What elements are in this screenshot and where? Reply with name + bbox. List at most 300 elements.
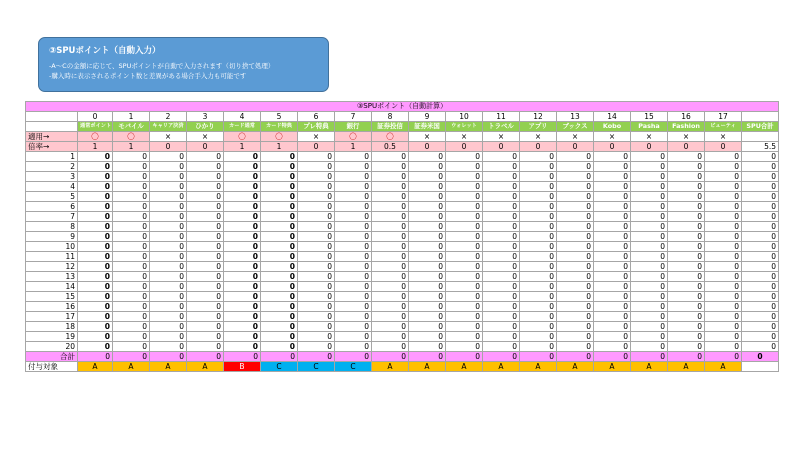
point-cell[interactable]: 0 <box>409 152 446 162</box>
point-cell[interactable]: 0 <box>224 292 261 302</box>
point-cell[interactable]: 0 <box>335 172 372 182</box>
point-cell[interactable]: 0 <box>594 232 631 242</box>
point-cell[interactable]: 0 <box>372 222 409 232</box>
point-cell[interactable]: 0 <box>631 252 668 262</box>
point-cell[interactable]: 0 <box>483 172 520 182</box>
point-cell[interactable]: 0 <box>298 242 335 252</box>
point-cell[interactable]: 0 <box>113 252 150 262</box>
point-cell[interactable]: 0 <box>594 312 631 322</box>
point-cell[interactable]: 0 <box>631 202 668 212</box>
point-cell[interactable]: 0 <box>520 342 557 352</box>
point-cell[interactable]: 0 <box>742 152 779 162</box>
point-cell[interactable]: 0 <box>187 342 224 352</box>
point-cell[interactable]: 0 <box>594 222 631 232</box>
point-cell[interactable]: 0 <box>224 162 261 172</box>
point-cell[interactable]: 0 <box>298 272 335 282</box>
point-cell[interactable]: 0 <box>150 322 187 332</box>
point-cell[interactable]: 0 <box>483 202 520 212</box>
point-cell[interactable]: 0 <box>150 162 187 172</box>
point-cell[interactable]: 0 <box>557 222 594 232</box>
point-cell[interactable]: 0 <box>668 272 705 282</box>
point-cell[interactable]: 0 <box>224 322 261 332</box>
point-cell[interactable]: 0 <box>594 192 631 202</box>
point-cell[interactable]: 0 <box>335 312 372 322</box>
point-cell[interactable]: 0 <box>224 272 261 282</box>
point-cell[interactable]: 0 <box>742 292 779 302</box>
point-cell[interactable]: 0 <box>187 262 224 272</box>
point-cell[interactable]: 0 <box>594 332 631 342</box>
point-cell[interactable]: 0 <box>150 332 187 342</box>
point-cell[interactable]: 0 <box>557 202 594 212</box>
point-cell[interactable]: 0 <box>520 152 557 162</box>
point-cell[interactable]: 0 <box>742 242 779 252</box>
point-cell[interactable]: 0 <box>224 192 261 202</box>
point-cell[interactable]: 0 <box>261 242 298 252</box>
point-cell[interactable]: 0 <box>78 212 113 222</box>
point-cell[interactable]: 0 <box>483 302 520 312</box>
point-cell[interactable]: 0 <box>298 212 335 222</box>
point-cell[interactable]: 0 <box>483 162 520 172</box>
point-cell[interactable]: 0 <box>742 322 779 332</box>
point-cell[interactable]: 0 <box>261 342 298 352</box>
point-cell[interactable]: 0 <box>372 322 409 332</box>
point-cell[interactable]: 0 <box>446 242 483 252</box>
point-cell[interactable]: 0 <box>113 202 150 212</box>
point-cell[interactable]: 0 <box>78 292 113 302</box>
apply-toggle-cell[interactable]: × <box>668 132 705 142</box>
point-cell[interactable]: 0 <box>298 282 335 292</box>
point-cell[interactable]: 0 <box>631 162 668 172</box>
point-cell[interactable]: 0 <box>372 332 409 342</box>
point-cell[interactable]: 0 <box>409 342 446 352</box>
point-cell[interactable]: 0 <box>150 192 187 202</box>
point-cell[interactable]: 0 <box>224 312 261 322</box>
point-cell[interactable]: 0 <box>409 262 446 272</box>
point-cell[interactable]: 0 <box>335 262 372 272</box>
apply-toggle-cell[interactable]: × <box>446 132 483 142</box>
point-cell[interactable]: 0 <box>261 322 298 332</box>
point-cell[interactable]: 0 <box>298 172 335 182</box>
point-cell[interactable]: 0 <box>409 212 446 222</box>
apply-toggle-cell[interactable]: 〇 <box>224 132 261 142</box>
point-cell[interactable]: 0 <box>705 332 742 342</box>
point-cell[interactable]: 0 <box>409 272 446 282</box>
point-cell[interactable]: 0 <box>372 172 409 182</box>
point-cell[interactable]: 0 <box>113 232 150 242</box>
point-cell[interactable]: 0 <box>520 282 557 292</box>
point-cell[interactable]: 0 <box>224 172 261 182</box>
point-cell[interactable]: 0 <box>298 292 335 302</box>
point-cell[interactable]: 0 <box>557 282 594 292</box>
point-cell[interactable]: 0 <box>335 222 372 232</box>
point-cell[interactable]: 0 <box>557 242 594 252</box>
point-cell[interactable]: 0 <box>520 302 557 312</box>
point-cell[interactable]: 0 <box>261 282 298 292</box>
point-cell[interactable]: 0 <box>187 332 224 342</box>
point-cell[interactable]: 0 <box>78 272 113 282</box>
point-cell[interactable]: 0 <box>261 262 298 272</box>
point-cell[interactable]: 0 <box>594 152 631 162</box>
point-cell[interactable]: 0 <box>335 202 372 212</box>
point-cell[interactable]: 0 <box>372 282 409 292</box>
apply-toggle-cell[interactable]: × <box>150 132 187 142</box>
point-cell[interactable]: 0 <box>187 222 224 232</box>
point-cell[interactable]: 0 <box>150 272 187 282</box>
point-cell[interactable]: 0 <box>594 182 631 192</box>
point-cell[interactable]: 0 <box>631 242 668 252</box>
point-cell[interactable]: 0 <box>187 202 224 212</box>
point-cell[interactable]: 0 <box>446 202 483 212</box>
point-cell[interactable]: 0 <box>187 252 224 262</box>
point-cell[interactable]: 0 <box>261 232 298 242</box>
apply-toggle-cell[interactable]: 〇 <box>78 132 113 142</box>
point-cell[interactable]: 0 <box>187 152 224 162</box>
point-cell[interactable]: 0 <box>668 282 705 292</box>
point-cell[interactable]: 0 <box>557 182 594 192</box>
point-cell[interactable]: 0 <box>668 172 705 182</box>
point-cell[interactable]: 0 <box>668 242 705 252</box>
point-cell[interactable]: 0 <box>483 192 520 202</box>
point-cell[interactable]: 0 <box>187 172 224 182</box>
point-cell[interactable]: 0 <box>150 252 187 262</box>
point-cell[interactable]: 0 <box>742 312 779 322</box>
point-cell[interactable]: 0 <box>335 212 372 222</box>
point-cell[interactable]: 0 <box>631 212 668 222</box>
point-cell[interactable]: 0 <box>631 322 668 332</box>
point-cell[interactable]: 0 <box>446 232 483 242</box>
point-cell[interactable]: 0 <box>742 332 779 342</box>
apply-toggle-cell[interactable]: × <box>631 132 668 142</box>
point-cell[interactable]: 0 <box>705 172 742 182</box>
point-cell[interactable]: 0 <box>483 152 520 162</box>
point-cell[interactable]: 0 <box>594 282 631 292</box>
point-cell[interactable]: 0 <box>705 202 742 212</box>
point-cell[interactable]: 0 <box>742 172 779 182</box>
point-cell[interactable]: 0 <box>520 192 557 202</box>
point-cell[interactable]: 0 <box>150 242 187 252</box>
point-cell[interactable]: 0 <box>113 272 150 282</box>
point-cell[interactable]: 0 <box>594 342 631 352</box>
point-cell[interactable]: 0 <box>113 332 150 342</box>
point-cell[interactable]: 0 <box>113 152 150 162</box>
point-cell[interactable]: 0 <box>594 202 631 212</box>
point-cell[interactable]: 0 <box>668 192 705 202</box>
point-cell[interactable]: 0 <box>483 342 520 352</box>
point-cell[interactable]: 0 <box>668 292 705 302</box>
point-cell[interactable]: 0 <box>298 152 335 162</box>
point-cell[interactable]: 0 <box>113 312 150 322</box>
point-cell[interactable]: 0 <box>557 272 594 282</box>
point-cell[interactable]: 0 <box>335 192 372 202</box>
point-cell[interactable]: 0 <box>668 212 705 222</box>
point-cell[interactable]: 0 <box>446 312 483 322</box>
point-cell[interactable]: 0 <box>335 242 372 252</box>
point-cell[interactable]: 0 <box>446 332 483 342</box>
point-cell[interactable]: 0 <box>150 182 187 192</box>
point-cell[interactable]: 0 <box>298 232 335 242</box>
apply-toggle-cell[interactable]: × <box>409 132 446 142</box>
point-cell[interactable]: 0 <box>224 232 261 242</box>
apply-toggle-cell[interactable]: × <box>483 132 520 142</box>
point-cell[interactable]: 0 <box>78 172 113 182</box>
point-cell[interactable]: 0 <box>335 292 372 302</box>
point-cell[interactable]: 0 <box>150 282 187 292</box>
point-cell[interactable]: 0 <box>372 272 409 282</box>
point-cell[interactable]: 0 <box>409 252 446 262</box>
point-cell[interactable]: 0 <box>483 312 520 322</box>
point-cell[interactable]: 0 <box>483 252 520 262</box>
point-cell[interactable]: 0 <box>298 262 335 272</box>
point-cell[interactable]: 0 <box>520 252 557 262</box>
point-cell[interactable]: 0 <box>446 172 483 182</box>
point-cell[interactable]: 0 <box>187 312 224 322</box>
point-cell[interactable]: 0 <box>298 202 335 212</box>
point-cell[interactable]: 0 <box>594 242 631 252</box>
point-cell[interactable]: 0 <box>742 272 779 282</box>
point-cell[interactable]: 0 <box>483 292 520 302</box>
point-cell[interactable]: 0 <box>298 192 335 202</box>
point-cell[interactable]: 0 <box>742 282 779 292</box>
point-cell[interactable]: 0 <box>261 162 298 172</box>
point-cell[interactable]: 0 <box>483 262 520 272</box>
point-cell[interactable]: 0 <box>187 232 224 242</box>
point-cell[interactable]: 0 <box>557 172 594 182</box>
point-cell[interactable]: 0 <box>298 322 335 332</box>
point-cell[interactable]: 0 <box>78 242 113 252</box>
point-cell[interactable]: 0 <box>520 242 557 252</box>
point-cell[interactable]: 0 <box>78 252 113 262</box>
point-cell[interactable]: 0 <box>298 332 335 342</box>
point-cell[interactable]: 0 <box>187 272 224 282</box>
point-cell[interactable]: 0 <box>557 332 594 342</box>
point-cell[interactable]: 0 <box>78 192 113 202</box>
point-cell[interactable]: 0 <box>446 292 483 302</box>
point-cell[interactable]: 0 <box>150 222 187 232</box>
point-cell[interactable]: 0 <box>594 262 631 272</box>
point-cell[interactable]: 0 <box>446 182 483 192</box>
point-cell[interactable]: 0 <box>113 182 150 192</box>
point-cell[interactable]: 0 <box>446 262 483 272</box>
point-cell[interactable]: 0 <box>78 322 113 332</box>
point-cell[interactable]: 0 <box>261 202 298 212</box>
point-cell[interactable]: 0 <box>335 152 372 162</box>
point-cell[interactable]: 0 <box>557 342 594 352</box>
point-cell[interactable]: 0 <box>335 342 372 352</box>
point-cell[interactable]: 0 <box>631 312 668 322</box>
point-cell[interactable]: 0 <box>372 162 409 172</box>
point-cell[interactable]: 0 <box>113 282 150 292</box>
point-cell[interactable]: 0 <box>187 322 224 332</box>
point-cell[interactable]: 0 <box>298 222 335 232</box>
point-cell[interactable]: 0 <box>520 322 557 332</box>
point-cell[interactable]: 0 <box>113 322 150 332</box>
point-cell[interactable]: 0 <box>483 222 520 232</box>
point-cell[interactable]: 0 <box>742 262 779 272</box>
point-cell[interactable]: 0 <box>372 152 409 162</box>
point-cell[interactable]: 0 <box>705 152 742 162</box>
point-cell[interactable]: 0 <box>594 162 631 172</box>
point-cell[interactable]: 0 <box>483 212 520 222</box>
point-cell[interactable]: 0 <box>78 182 113 192</box>
point-cell[interactable]: 0 <box>705 242 742 252</box>
point-cell[interactable]: 0 <box>594 292 631 302</box>
point-cell[interactable]: 0 <box>372 302 409 312</box>
apply-toggle-cell[interactable]: 〇 <box>261 132 298 142</box>
point-cell[interactable]: 0 <box>705 192 742 202</box>
apply-toggle-cell[interactable]: × <box>594 132 631 142</box>
apply-toggle-cell[interactable]: × <box>557 132 594 142</box>
point-cell[interactable]: 0 <box>668 182 705 192</box>
point-cell[interactable]: 0 <box>668 232 705 242</box>
point-cell[interactable]: 0 <box>187 292 224 302</box>
point-cell[interactable]: 0 <box>150 212 187 222</box>
point-cell[interactable]: 0 <box>705 282 742 292</box>
point-cell[interactable]: 0 <box>742 342 779 352</box>
point-cell[interactable]: 0 <box>78 222 113 232</box>
point-cell[interactable]: 0 <box>78 282 113 292</box>
point-cell[interactable]: 0 <box>78 152 113 162</box>
point-cell[interactable]: 0 <box>520 222 557 232</box>
apply-toggle-cell[interactable]: × <box>705 132 742 142</box>
point-cell[interactable]: 0 <box>150 262 187 272</box>
point-cell[interactable]: 0 <box>705 292 742 302</box>
point-cell[interactable]: 0 <box>372 182 409 192</box>
point-cell[interactable]: 0 <box>261 172 298 182</box>
point-cell[interactable]: 0 <box>705 252 742 262</box>
point-cell[interactable]: 0 <box>409 222 446 232</box>
point-cell[interactable]: 0 <box>594 322 631 332</box>
point-cell[interactable]: 0 <box>372 192 409 202</box>
point-cell[interactable]: 0 <box>298 302 335 312</box>
point-cell[interactable]: 0 <box>705 322 742 332</box>
point-cell[interactable]: 0 <box>705 302 742 312</box>
point-cell[interactable]: 0 <box>742 222 779 232</box>
point-cell[interactable]: 0 <box>409 182 446 192</box>
point-cell[interactable]: 0 <box>557 192 594 202</box>
point-cell[interactable]: 0 <box>668 332 705 342</box>
point-cell[interactable]: 0 <box>187 182 224 192</box>
point-cell[interactable]: 0 <box>224 342 261 352</box>
point-cell[interactable]: 0 <box>668 252 705 262</box>
point-cell[interactable]: 0 <box>557 302 594 312</box>
point-cell[interactable]: 0 <box>631 152 668 162</box>
point-cell[interactable]: 0 <box>372 292 409 302</box>
point-cell[interactable]: 0 <box>224 182 261 192</box>
point-cell[interactable]: 0 <box>631 172 668 182</box>
apply-toggle-cell[interactable]: × <box>298 132 335 142</box>
point-cell[interactable]: 0 <box>372 232 409 242</box>
point-cell[interactable]: 0 <box>742 202 779 212</box>
point-cell[interactable]: 0 <box>78 202 113 212</box>
point-cell[interactable]: 0 <box>668 312 705 322</box>
point-cell[interactable]: 0 <box>668 152 705 162</box>
apply-toggle-cell[interactable]: 〇 <box>113 132 150 142</box>
point-cell[interactable]: 0 <box>372 242 409 252</box>
point-cell[interactable]: 0 <box>446 322 483 332</box>
point-cell[interactable]: 0 <box>150 232 187 242</box>
point-cell[interactable]: 0 <box>557 162 594 172</box>
point-cell[interactable]: 0 <box>224 212 261 222</box>
point-cell[interactable]: 0 <box>742 302 779 312</box>
point-cell[interactable]: 0 <box>705 342 742 352</box>
point-cell[interactable]: 0 <box>224 302 261 312</box>
point-cell[interactable]: 0 <box>113 302 150 312</box>
point-cell[interactable]: 0 <box>520 292 557 302</box>
point-cell[interactable]: 0 <box>261 182 298 192</box>
point-cell[interactable]: 0 <box>78 332 113 342</box>
point-cell[interactable]: 0 <box>224 152 261 162</box>
point-cell[interactable]: 0 <box>705 272 742 282</box>
point-cell[interactable]: 0 <box>520 172 557 182</box>
point-cell[interactable]: 0 <box>520 202 557 212</box>
point-cell[interactable]: 0 <box>742 252 779 262</box>
point-cell[interactable]: 0 <box>520 162 557 172</box>
point-cell[interactable]: 0 <box>150 302 187 312</box>
point-cell[interactable]: 0 <box>78 342 113 352</box>
point-cell[interactable]: 0 <box>335 252 372 262</box>
point-cell[interactable]: 0 <box>631 342 668 352</box>
point-cell[interactable]: 0 <box>409 302 446 312</box>
point-cell[interactable]: 0 <box>483 332 520 342</box>
point-cell[interactable]: 0 <box>594 302 631 312</box>
point-cell[interactable]: 0 <box>224 262 261 272</box>
point-cell[interactable]: 0 <box>631 232 668 242</box>
apply-toggle-cell[interactable]: × <box>187 132 224 142</box>
apply-toggle-cell[interactable]: 〇 <box>372 132 409 142</box>
point-cell[interactable]: 0 <box>187 282 224 292</box>
point-cell[interactable]: 0 <box>668 222 705 232</box>
point-cell[interactable]: 0 <box>224 202 261 212</box>
point-cell[interactable]: 0 <box>372 262 409 272</box>
point-cell[interactable]: 0 <box>557 312 594 322</box>
point-cell[interactable]: 0 <box>520 312 557 322</box>
point-cell[interactable]: 0 <box>557 322 594 332</box>
point-cell[interactable]: 0 <box>298 312 335 322</box>
point-cell[interactable]: 0 <box>150 312 187 322</box>
point-cell[interactable]: 0 <box>372 202 409 212</box>
point-cell[interactable]: 0 <box>409 292 446 302</box>
point-cell[interactable]: 0 <box>594 252 631 262</box>
point-cell[interactable]: 0 <box>631 192 668 202</box>
point-cell[interactable]: 0 <box>705 182 742 192</box>
point-cell[interactable]: 0 <box>298 342 335 352</box>
point-cell[interactable]: 0 <box>742 192 779 202</box>
point-cell[interactable]: 0 <box>668 302 705 312</box>
point-cell[interactable]: 0 <box>150 152 187 162</box>
point-cell[interactable]: 0 <box>483 272 520 282</box>
apply-toggle-cell[interactable]: 〇 <box>335 132 372 142</box>
point-cell[interactable]: 0 <box>187 302 224 312</box>
point-cell[interactable]: 0 <box>668 162 705 172</box>
point-cell[interactable]: 0 <box>705 222 742 232</box>
point-cell[interactable]: 0 <box>261 192 298 202</box>
point-cell[interactable]: 0 <box>446 272 483 282</box>
point-cell[interactable]: 0 <box>78 232 113 242</box>
point-cell[interactable]: 0 <box>113 342 150 352</box>
point-cell[interactable]: 0 <box>557 212 594 222</box>
point-cell[interactable]: 0 <box>372 312 409 322</box>
point-cell[interactable]: 0 <box>78 302 113 312</box>
point-cell[interactable]: 0 <box>409 282 446 292</box>
apply-toggle-cell[interactable]: × <box>520 132 557 142</box>
point-cell[interactable]: 0 <box>483 322 520 332</box>
point-cell[interactable]: 0 <box>594 212 631 222</box>
point-cell[interactable]: 0 <box>631 282 668 292</box>
point-cell[interactable]: 0 <box>335 272 372 282</box>
point-cell[interactable]: 0 <box>705 262 742 272</box>
point-cell[interactable]: 0 <box>668 322 705 332</box>
point-cell[interactable]: 0 <box>261 302 298 312</box>
